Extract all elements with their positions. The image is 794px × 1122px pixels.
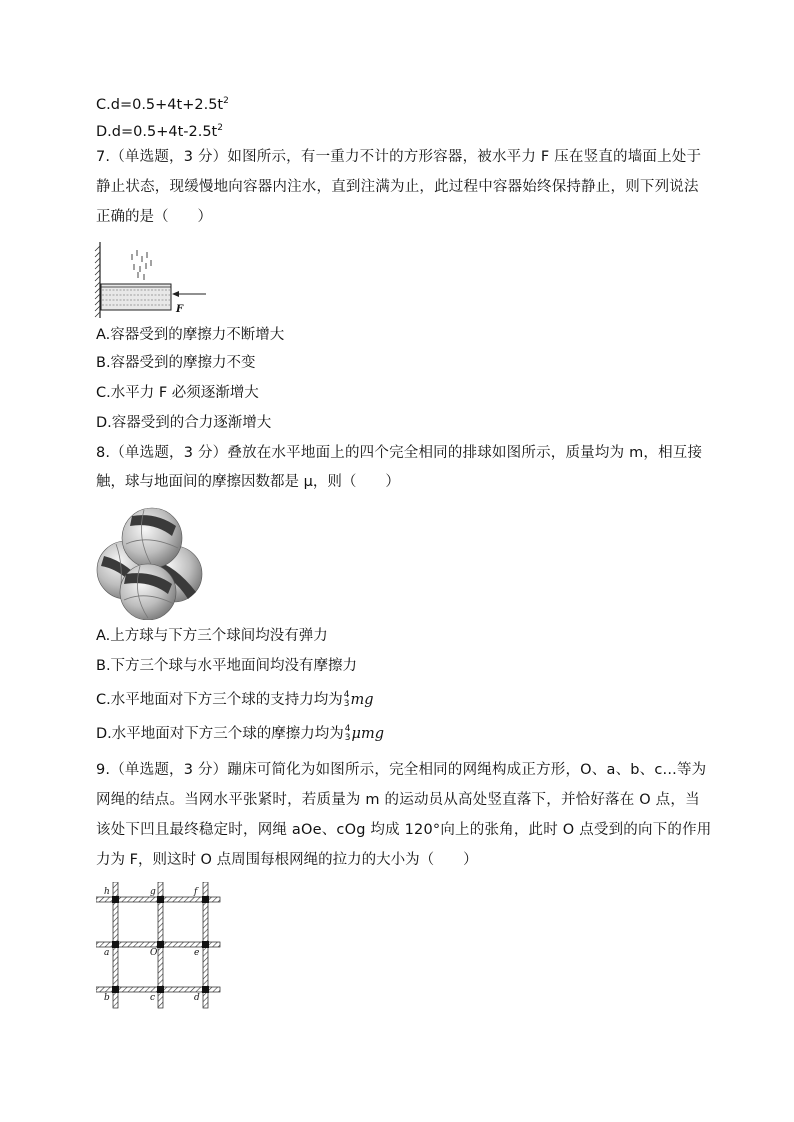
q7-option-b[interactable]: B.容器受到的摩擦力不变 [96,355,256,371]
fraction-four-thirds: 4 3 [344,724,351,743]
node-label-a: a [104,948,110,958]
q6-option-c[interactable]: $C.d=0.5+4t+2.5t^2$ [96,96,229,113]
node-label-c: c [150,993,156,1003]
q8-stem-line2: 触，球与地面间的摩擦因数都是 μ，则（ ） [96,474,400,490]
node-label-h: h [104,887,110,897]
q8-option-d[interactable]: D.水平地面对下方三个球的摩擦力均为 4 3 μmg [96,724,384,743]
q9-stem-line4: 力为 F，则这时 O 点周围每根网绳的拉力的大小为（ ） [96,852,478,868]
node-label-e: e [194,948,200,958]
trampoline-net-figure [96,882,222,1010]
q7-option-c[interactable]: C.水平力 F 必须逐渐增大 [96,385,259,401]
volleyball-top [122,508,182,568]
node-label-b: b [104,993,110,1003]
q7-stem-line1: 7.（单选题，3 分）如图所示，有一重力不计的方形容器，被水平力 F 压在竖直的墙面上处于 [96,149,702,165]
q8-stem-line1: 8.（单选题，3 分）叠放在水平地面上的四个完全相同的排球如图所示，质量均为 m，相互接 [96,445,703,461]
volleyball-stack-figure [96,504,208,620]
node-label-o: O [150,948,158,958]
volleyball-front [120,564,176,620]
q9-stem-line2: 网绳的结点。当网水平张紧时，若质量为 m 的运动员从高处竖直落下，并恰好落在 O 点，当 [96,792,700,808]
q7-stem-line2: 静止状态，现缓慢地向容器内注水，直到注满为止，此过程中容器始终保持静止，则下列说法 [96,179,699,195]
q8-option-c[interactable]: C.水平地面对下方三个球的支持力均为 4 3 mg [96,690,374,709]
q7-stem-line3: 正确的是（ ） [96,209,212,225]
node-label-d: d [194,993,200,1003]
q6-option-d[interactable]: $D.d=0.5+4t-2.5t^2$ [96,123,223,140]
fraction-four-thirds: 4 3 [343,690,350,709]
force-label: F [176,304,184,315]
q9-stem-line3: 该处下凹且最终稳定时，网绳 aOe、cOg 均成 120°向上的张角，此时 O 点受到的向下的作用 [96,822,712,838]
node-label-f: f [194,887,198,897]
q8-option-b[interactable]: B.下方三个球与水平地面间均没有摩擦力 [96,658,358,674]
container-wall-figure [94,238,214,320]
q7-option-a[interactable]: A.容器受到的摩擦力不断增大 [96,327,285,343]
node-label-g: g [150,887,156,897]
q9-stem-line1: 9.（单选题，3 分）蹦床可简化为如图所示，完全相同的网绳构成正方形，O、a、b、c...等为 [96,762,707,778]
q8-option-a[interactable]: A.上方球与下方三个球间均没有弹力 [96,628,328,644]
q7-option-d[interactable]: D.容器受到的合力逐渐增大 [96,415,272,431]
